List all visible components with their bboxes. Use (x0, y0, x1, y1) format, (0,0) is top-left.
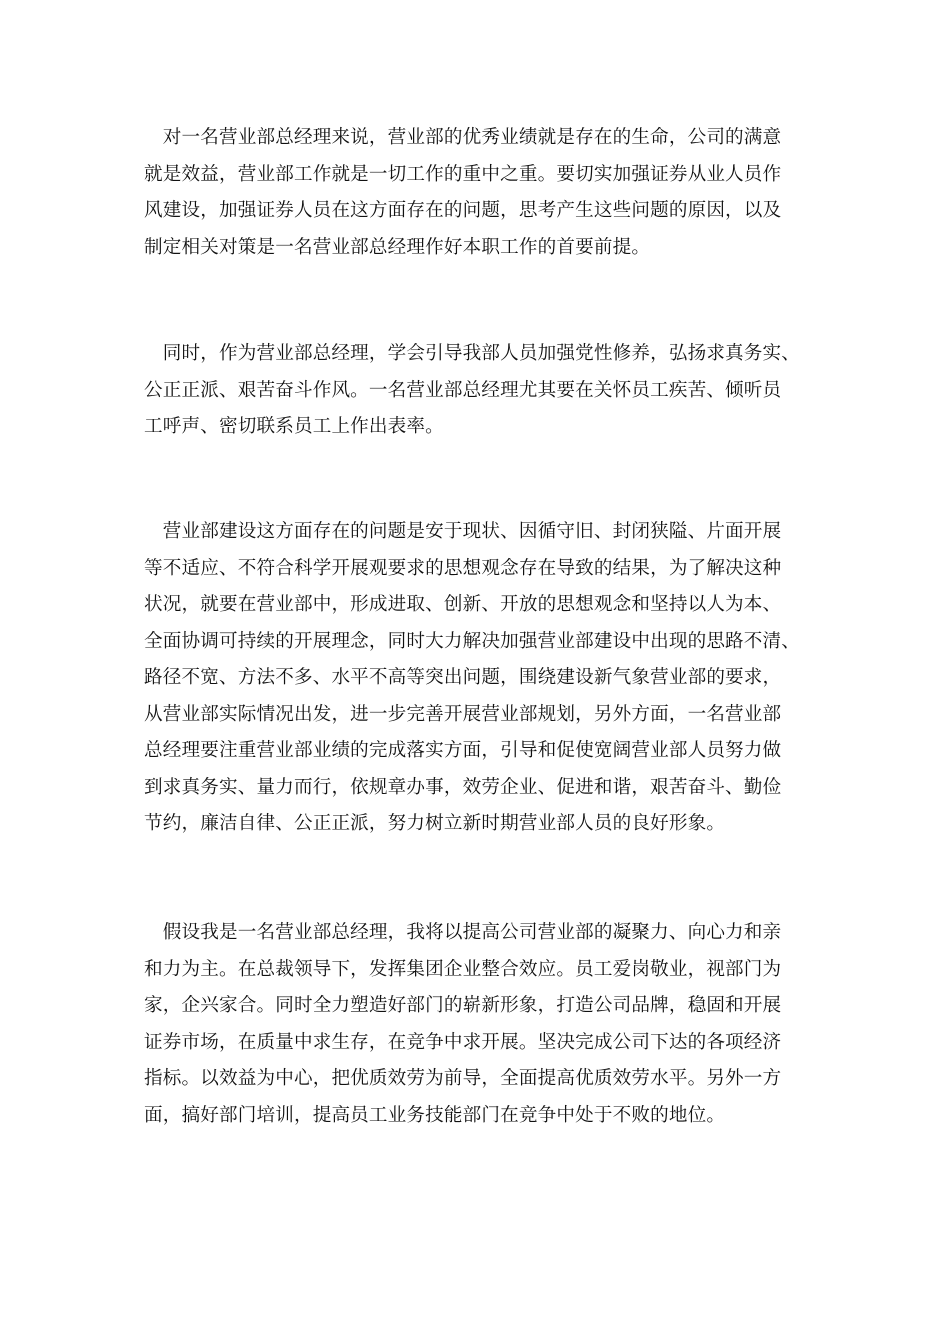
text-line: 就是效益，营业部工作就是一切工作的重中之重。要切实加强证券从业人员作 (144, 163, 782, 185)
text-line: 节约，廉洁自律、公正正派，努力树立新时期营业部人员的良好形象。 (144, 813, 726, 834)
text-line: 制定相关对策是一名营业部总经理作好本职工作的首要前提。 (144, 236, 651, 258)
text-line: 公正正派、艰苦奋斗作风。一名营业部总经理尤其要在关怀员工疾苦、倾听员 (144, 379, 782, 401)
paragraph-3 (144, 514, 824, 843)
text-line: 营业部建设这方面存在的问题是安于现状、因循守旧、封闭狭隘、片面开展 (144, 521, 782, 542)
text-line: 工呼声、密切联系员工上作出表率。 (144, 416, 444, 437)
text-line: 指标。以效益为中心，把优质效劳为前导，全面提高优质效劳水平。另外一方 (144, 1068, 782, 1089)
paragraph-1 (144, 120, 824, 266)
paragraph-4 (144, 915, 824, 1134)
text-line: 对一名营业部总经理来说，营业部的优秀业绩就是存在的生命，公司的满意 (144, 127, 782, 148)
text-line: 证券市场，在质量中求生存，在竞争中求开展。坚决完成公司下达的各项经济 (144, 1031, 782, 1053)
text-line: 从营业部实际情况出发，进一步完善开展营业部规划，另外方面，一名营业部 (144, 703, 782, 725)
text-line: 面，搞好部门培训，提高员工业务技能部门在竞争中处于不败的地位。 (144, 1104, 726, 1126)
text-line: 同时，作为营业部总经理，学会引导我部人员加强党性修养，弘扬求真务实、 (144, 343, 801, 364)
text-line: 路径不宽、方法不多、水平不高等突出问题，围绕建设新气象营业部的要求， (144, 667, 782, 688)
text-line: 总经理要注重营业部业绩的完成落实方面，引导和促使宽阔营业部人员努力做 (144, 740, 782, 761)
text-line: 状况，就要在营业部中，形成进取、创新、开放的思想观念和坚持以人为本、 (144, 594, 782, 615)
text-line: 风建设，加强证券人员在这方面存在的问题，思考产生这些问题的原因，以及 (144, 200, 782, 221)
text-line: 全面协调可持续的开展理念，同时大力解决加强营业部建设中出现的思路不清、 (144, 630, 801, 652)
text-line: 等不适应、不符合科学开展观要求的思想观念存在导致的结果，为了解决这种 (144, 557, 782, 579)
text-line: 假设我是一名营业部总经理，我将以提高公司营业部的凝聚力、向心力和亲 (144, 922, 782, 943)
text-line: 家，企兴家合。同时全力塑造好部门的崭新形象，打造公司品牌，稳固和开展 (144, 995, 782, 1016)
text-line: 和力为主。在总裁领导下，发挥集团企业整合效应。员工爱岗敬业，视部门为 (144, 958, 782, 980)
paragraph-2 (144, 336, 824, 446)
text-line: 到求真务实、量力而行，依规章办事，效劳企业、促进和谐，艰苦奋斗、勤俭 (144, 776, 782, 798)
